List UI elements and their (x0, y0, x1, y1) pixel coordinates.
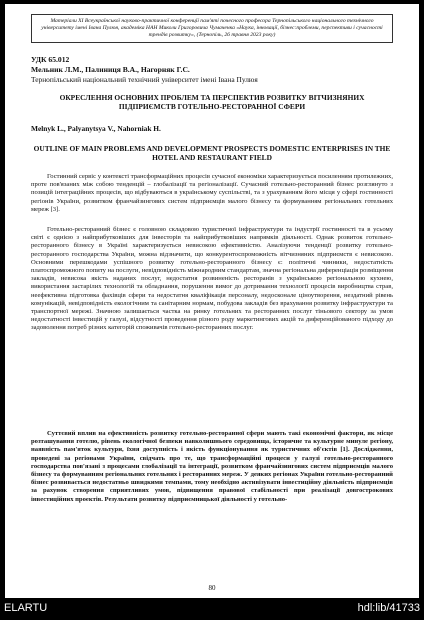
document-page (5, 4, 419, 598)
viewer-footer (0, 598, 424, 620)
institution: Тернопільський національний технічний університет імені Івана Пулюя (31, 75, 258, 84)
title-ua: ОКРЕСЛЕННЯ ОСНОВНИХ ПРОБЛЕМ ТА ПЕРСПЕКТИВ РОЗВИТКУ ВІТЧИЗНЯНИХ ПІДПРИЄМСТВ ГОТЕЛЬНО-РЕСТОРАННОЇ СФЕРИ (59, 93, 365, 111)
authors-en: Melnyk L., Palyanytsya V., Nahorniak H. (31, 124, 161, 133)
body-paragraph-3: Суттєвий вплив на ефективність розвитку готельно-ресторанної сфери мають такі економічні фактори, як місце розташування готелю, рівень екологічної безпеки навколишнього середовища, історичне та культурне минуле регіону, наявність пам'яток культури, їхня доступність і якість функціонування як туристичних об'єктів [1]. Дослідження, проведені за регіонами України, свідчать про те, що трансформаційні процеси у галузі готельно-ресторанного господарства пов'язані з процесами глобалізації та інтеграції, розвитком франчайзингових систем підприємців малого бізнесу та формуванням регіональних готельних і ресторанних мереж. У деяких регіонах України готельно-ресторанний бізнес розвивається недостатньо швидкими темпами, тому необхідно активізувати інвестиційну діяльність підприємців за рахунок створення сприятливих умов, підвищення правової стабільності при реалізації довгострокових інвестиційних проектів. Результати розвитку підприємницької діяльності у готельно- (31, 430, 393, 503)
title-en: OUTLINE OF MAIN PROBLEMS AND DEVELOPMENT PROSPECTS DOMESTIC ENTERPRISES IN THE HOTEL AND RESTAURANT FIELD (33, 144, 391, 162)
authors-ua: Мельник Л.М., Палиниця В.А., Нагорняк Г.С. (31, 65, 190, 74)
repository-label: ELARTU (4, 602, 48, 614)
conference-header: Матеріали XI Всеукраїнської науково-практичної конференції пам'яті почесного професора Тернопільського національного технічного університету імені Івана Пулюя, академіка НАН Миколи Григоровича Чумаченка «Наука, інновації, бізнес:проблеми, перспективи і сучасності трендів розвитку», (Тернопіль, 26 травня 2023 року) (31, 14, 393, 43)
body-paragraph-1: Гостинний сервіс у контексті трансформаційних процесів сучасної економіки характеризується посиленням протилежних, проте пов'язаних між собою тенденцій – глобалізації та регіоналізації. Сучасний готельно-ресторанний бізнес розглянуто з позицій інтеграційних процесів, що відбуваються в українському суспільстві, та з урахуванням його місця у сфері гостинності регіонів України, розвитком франчайзингових систем підприємців малого бізнесу та формуванням регіональних готельних мереж [3]. (31, 173, 393, 213)
body-paragraph-2: Готельно-ресторанний бізнес є головною складовою туристичної інфраструктури та індустрії гостинності та в усьому світі є однією з найприбутковіших для інвесторів та найприбутковіших напрямків діяльності. Однак розвиток готельно-ресторанного бізнесу в Україні характеризується невисокою ефективністю. Аналізуючи тенденції розвитку готельно-ресторанного господарства України, можна відзначити, що конкурентоспроможність вітчизняних підприємств є невисокою. Основними перешкодами успішного розвитку готельно-ресторанного бізнесу є: політичні чинники, недостатність платоспроможного попиту на послуги, невідповідність міжнародним стандартам, значна регіональна диференціація розміщення закладів, невисока якість наданих послуг, недостатня розвиненість ресторанів з українською регіональною кухнею, використання застарілих технологій та обладнання, порушення вимог до дотримання технології процесів виробництва страв, неефективна підготовка фахівців сфери та недостатня кваліфікація персоналу, недосконале ціноутворення, нездатний рівень комунікацій, невідповідність екологічним та санітарним нормам, побудова закладів без врахування розвитку інфраструктури та транспортної мережі. Значною залишається частка на ринку готельних та ресторанних послуг тіньового сектору за умов недостатності інвестицій у галузі, відсутності проведення різного роду маркетингових акцій та диференційованого підходу до задоволення потреб різних категорій споживачів готельно-ресторанних послуг. (31, 226, 393, 332)
udc-code: УДК 65.012 (31, 55, 70, 64)
handle-label: hdl:lib/41733 (357, 602, 420, 614)
page-number: 80 (208, 584, 216, 592)
